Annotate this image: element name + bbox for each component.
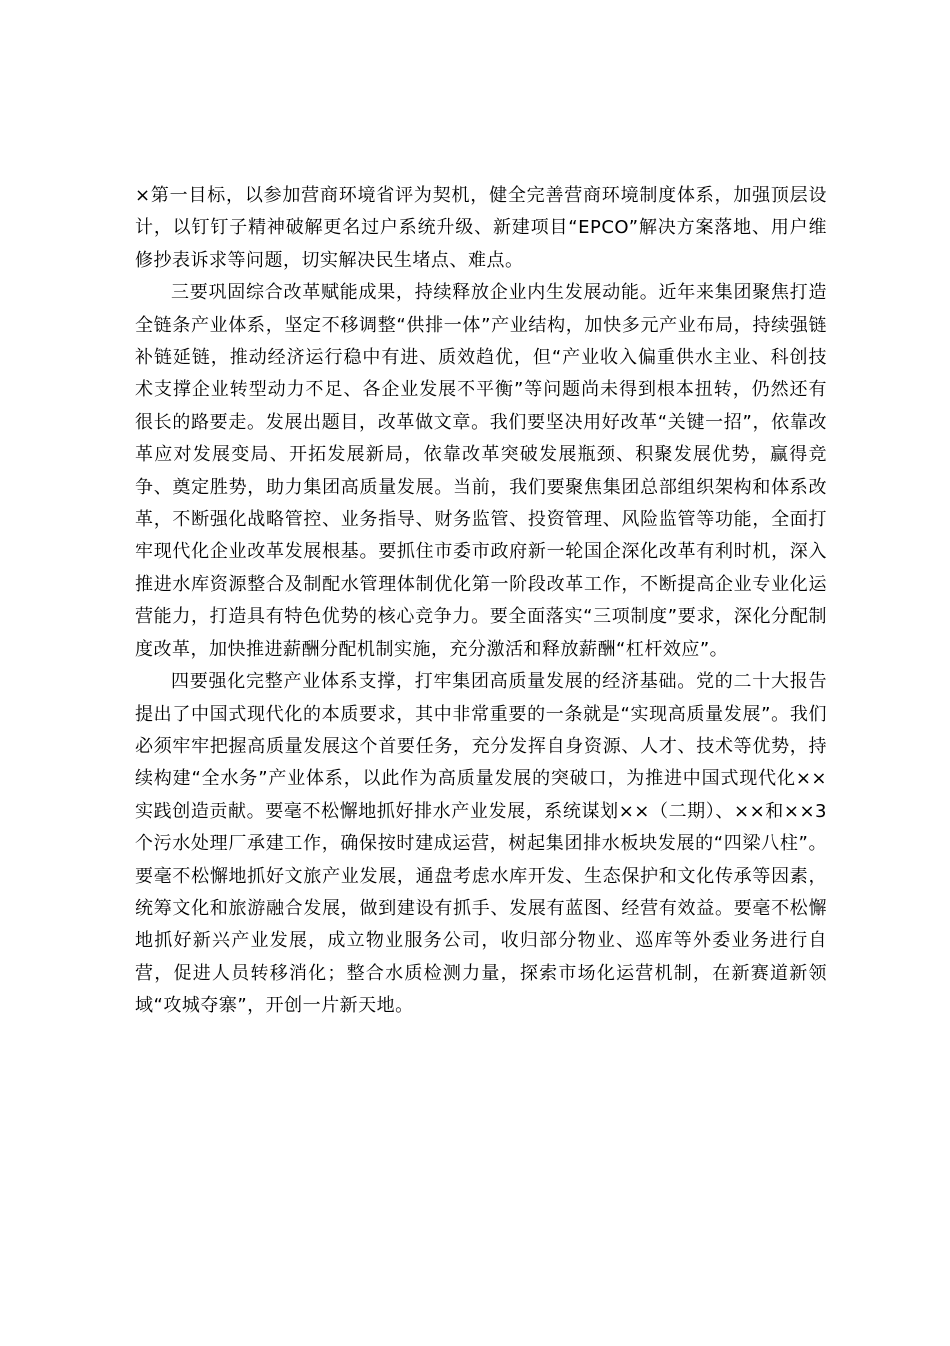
paragraph-2 xyxy=(135,277,827,666)
paragraph-3-text: 党的二十大报告提出了中国式现代化的本质要求，其中非常重要的一条就是“实现高质量发展”。我们必须牢牢把握高质量发展这个首要任务，充分发挥自身资源、人才、技术等优势，持续构建“全水务”产业体系，以此作为高质量发展的突破口，为推进中国式现代化××实践创造贡献。要毫不松懈地抓好排水产业发展，系统谋划××（二期）、××和××3 个污水处理厂承建工作，确保按时建成运营，树起集团排水板块发展的“四梁八柱”。要毫不松懈地抓好文旅产业发展，通盘考虑水库开发、生态保护和文化传承等因素，统筹文化和旅游融合发展，做到建设有抓手、发展有蓝图、经营有效益。要毫不松懈地抓好新兴产业发展，成立物业服务公司，收归部分物业、巡库等外委业务进行自营，促进人员转移消化；整合水质检测力量，探索市场化运营机制，在新赛道新领域“攻城夺寨”，开创一片新天地。 xyxy=(135,671,827,1017)
paragraph-2-text: 近年来集团聚焦打造全链条产业体系，坚定不移调整“供排一体”产业结构，加快多元产业布局，持续强链补链延链，推动经济运行稳中有进、质效趋优，但“产业收入偏重供水主业、科创技术支撑企业转型动力不足、各企业发展不平衡”等问题尚未得到根本扭转，仍然还有很长的路要走。发展出题目，改革做文章。我们要坚决用好改革“关键一招”，依靠改革应对发展变局、开拓发展新局，依靠改革突破发展瓶颈、积聚发展优势，赢得竞争、奠定胜势，助力集团高质量发展。当前，我们要聚焦集团总部组织架构和体系改革，不断强化战略管控、业务指导、财务监管、投资管理、风险监管等功能，全面打牢现代化企业改革发展根基。要抓住市委市政府新一轮国企深化改革有利时机，深入推进水库资源整合及制配水管理体制优化第一阶段改革工作，不断提高企业专业化运营能力，打造具有特色优势的核心竞争力。要全面落实“三项制度”要求，深化分配制度改革，加快推进薪酬分配机制实施，充分激活和释放薪酬“杠杆效应”。 xyxy=(135,282,827,660)
paragraph-1 xyxy=(135,180,827,277)
paragraph-1-text: ×第一目标，以参加营商环境省评为契机，健全完善营商环境制度体系，加强顶层设计，以钉钉子精神破解更名过户系统升级、新建项目“EPCO”解决方案落地、用户维修抄表诉求等问题，切实解决民生堵点、难点。 xyxy=(135,185,827,271)
document-body xyxy=(135,180,827,1023)
paragraph-2-lead: 三要巩固综合改革赋能成果，持续释放企业内生发展动能。 xyxy=(171,282,659,304)
paragraph-3 xyxy=(135,666,827,1022)
paragraph-3-lead: 四要强化完整产业体系支撑，打牢集团高质量发展的经济基础。 xyxy=(171,671,696,693)
